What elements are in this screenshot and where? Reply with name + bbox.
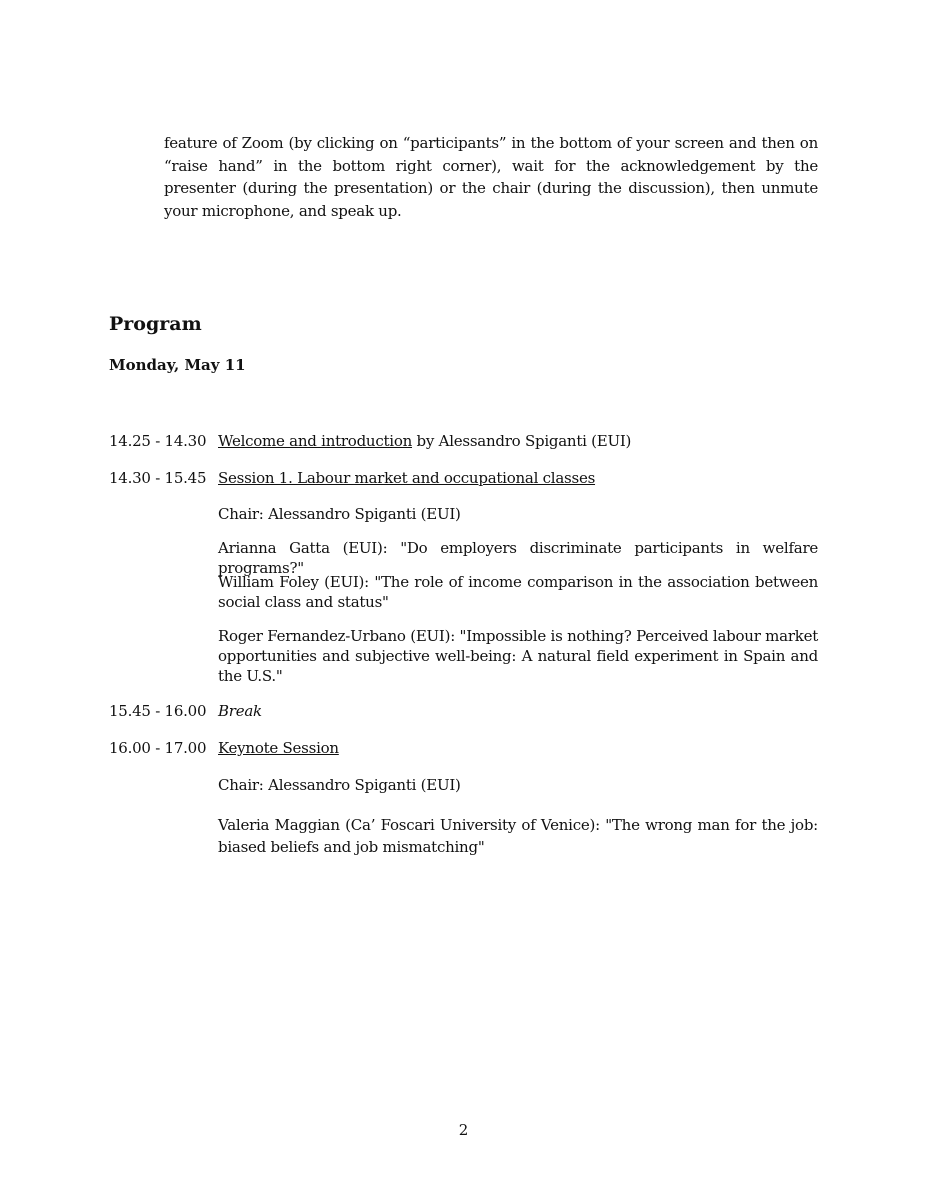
program-heading: Program: [109, 313, 202, 335]
schedule-title-break: Break: [218, 702, 262, 720]
schedule-title: [218, 431, 631, 451]
schedule-time: 15.45 - 16.00: [109, 702, 207, 720]
session-chair: Chair: Alessandro Spiganti (EUI): [218, 776, 461, 794]
session-link-session-1[interactable]: Session 1. Labour market and occupational classes: [218, 469, 596, 487]
page-number: 2: [458, 1121, 469, 1139]
talk-item: Valeria Maggian (Ca’ Foscari University of Venice): "The wrong man for the job: biased beliefs and job mismatching": [218, 816, 818, 856]
intro-paragraph: feature of Zoom (by clicking on “participants” in the bottom of your screen and then on “raise hand” in the bottom right corner), wait for the acknowledgement by the presenter (during the presentation) or the chair (during the discussion), then unmute your microphone, and speak up.: [164, 134, 818, 220]
schedule-time: 16.00 - 17.00: [109, 739, 207, 757]
schedule-title-suffix: by Alessandro Spiganti (EUI): [412, 432, 632, 450]
talk-item: William Foley (EUI): "The role of income comparison in the association between social class and status": [218, 573, 818, 611]
schedule-time: 14.30 - 15.45: [109, 469, 207, 487]
talk-item: Roger Fernandez-Urbano (EUI): "Impossible is nothing? Perceived labour market opportunities and subjective well-being: A natural field experiment in Spain and the U.S.": [218, 627, 818, 685]
session-link-welcome[interactable]: Welcome and introduction: [218, 432, 413, 450]
session-chair: Chair: Alessandro Spiganti (EUI): [218, 505, 461, 523]
session-link-keynote[interactable]: Keynote Session: [218, 739, 339, 757]
talk-item: Arianna Gatta (EUI): "Do employers discriminate participants in welfare programs?": [218, 539, 818, 577]
schedule-time: 14.25 - 14.30: [109, 432, 207, 450]
day-heading: Monday, May 11: [109, 356, 246, 374]
